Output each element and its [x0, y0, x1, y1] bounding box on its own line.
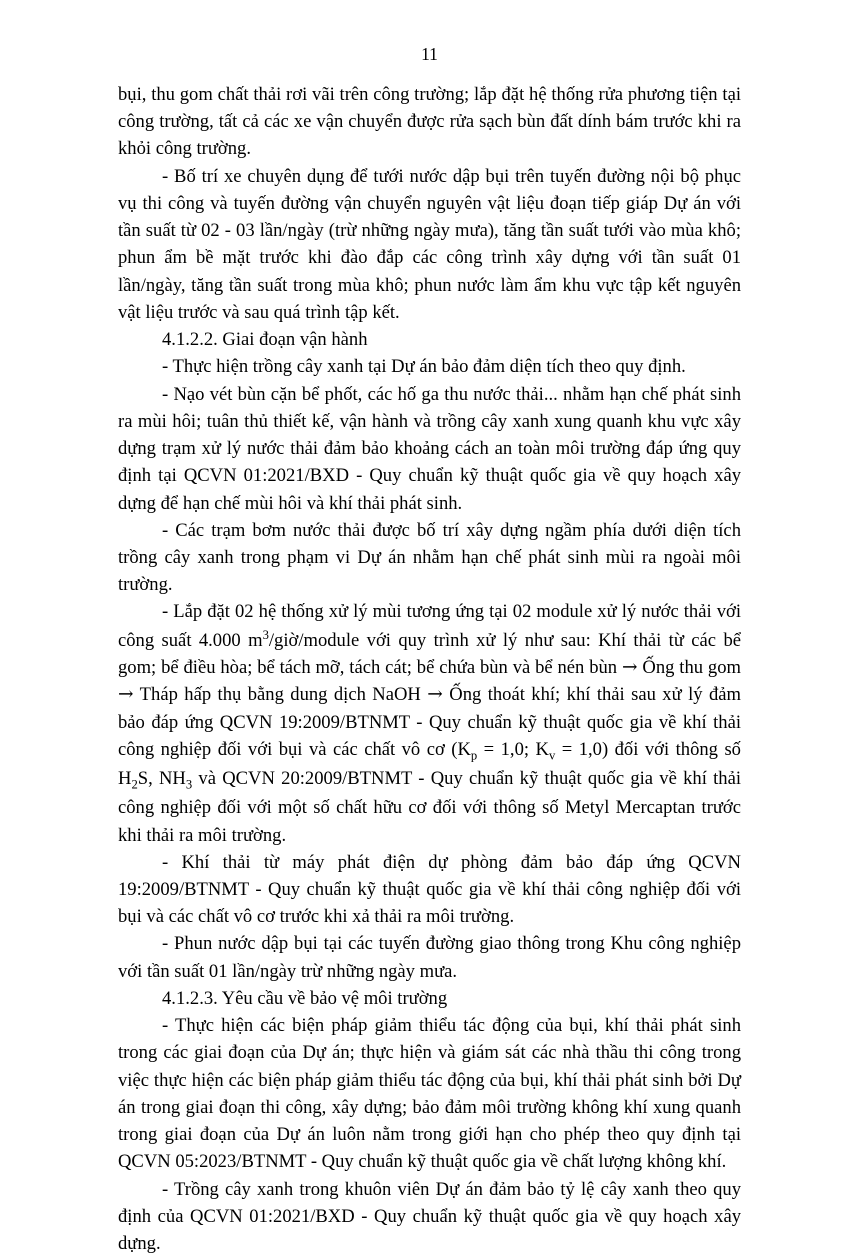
- paragraph-pump-station: - Các trạm bơm nước thải được bố trí xây dựng ngầm phía dưới diện tích trồng cây xanh trong phạm vi Dự án nhằm hạn chế phát sinh mùi ra ngoài môi trường.: [118, 519, 741, 596]
- paragraph-sludge-dredging: - Nạo vét bùn cặn bể phốt, các hố ga thu nước thải... nhằm hạn chế phát sinh ra mùi hôi; tuân thủ thiết kế, vận hành và trồng cây xanh xung quanh khu vực xây dựng trạm xử lý nước thải đảm bảo khoảng cách an toàn môi trường đáp ứng quy định tại QCVN 01:2021/BXD - Quy chuẩn kỹ thuật quốc gia về quy hoạch xây dựng để hạn chế mùi hôi và khí thải phát sinh.: [118, 383, 741, 514]
- section-heading-4-1-2-2: 4.1.2.2. Giai đoạn vận hành: [162, 329, 368, 351]
- page-number: 11: [421, 44, 438, 64]
- paragraph-road-watering: - Phun nước dập bụi tại các tuyến đường giao thông trong Khu công nghiệp với tần suất 01 lần/ngày trừ những ngày mưa.: [118, 933, 741, 982]
- section-heading-4-1-2-3: 4.1.2.3. Yêu cầu về bảo vệ môi trường: [162, 987, 448, 1009]
- paragraph-dust-control: - Bố trí xe chuyên dụng để tưới nước dập bụi trên tuyến đường nội bộ phục vụ thi công và tuyến đường vận chuyển nguyên vật liệu đoạn tiếp giáp Dự án với tần suất từ 02 - 03 lần/ngày (trừ những ngày mưa), tăng tần suất tưới vào mùa khô; phun ẩm bề mặt trước khi đào đắp các công trình xây dựng với tần suất 01 lần/ngày, tăng tần suất trong mùa khô; phun nước làm ẩm khu vực tập kết nguyên vật liệu trước và sau quá trình tập kết.: [118, 165, 741, 323]
- paragraph-continuation: bụi, thu gom chất thải rơi vãi trên công trường; lắp đặt hệ thống rửa phương tiện tại công trường, tất cả các xe vận chuyển được rửa sạch bùn đất dính bám trước khi ra khỏi công trường.: [118, 84, 741, 160]
- paragraph-tree-ratio: - Trồng cây xanh trong khuôn viên Dự án đảm bảo tỷ lệ cây xanh theo quy định của QCVN 01:2021/BXD - Quy chuẩn kỹ thuật quốc gia về quy hoạch xây dựng.: [118, 1178, 741, 1255]
- document-body: [118, 81, 741, 1257]
- paragraph-generator-emissions: - Khí thải từ máy phát điện dự phòng đảm bảo đáp ứng QCVN 19:2009/BTNMT - Quy chuẩn kỹ thuật quốc gia về khí thải công nghiệp đối với bụi và các chất vô cơ trước khi xả thải ra môi trường.: [118, 851, 741, 928]
- paragraph-green-tree: - Thực hiện trồng cây xanh tại Dự án bảo đảm diện tích theo quy định.: [162, 356, 686, 378]
- paragraph-odor-treatment: - Lắp đặt 02 hệ thống xử lý mùi tương ứng tại 02 module xử lý nước thải với công suất 4.000 $m^3/giờ$/module với quy trình xử lý như sau: Khí thải từ các bể gom; bể điều hòa; bể tách mỡ, tách cát; bể chứa bùn và bể nén bùn → Ống thu gom → Tháp hấp thụ bằng dung dịch NaOH → Ống thoát khí; khí thải sau xử lý đảm bảo đáp ứng QCVN 19:2009/BTNMT - Quy chuẩn kỹ thuật quốc gia về khí thải công nghiệp đối với bụi và các chất vô cơ ($K_p = 1,0$; $K_v = 1,0$) đối với thông số $H_2S$, $NH_3$ và QCVN 20:2009/BTNMT - Quy chuẩn kỹ thuật quốc gia về khí thải công nghiệp đối với một số chất hữu cơ đối với thông số Metyl Mercaptan trước khi thải ra môi trường.: [118, 601, 742, 846]
- paragraph-mitigation-measures: - Thực hiện các biện pháp giảm thiểu tác động của bụi, khí thải phát sinh trong các giai đoạn của Dự án; thực hiện và giám sát các nhà thầu thi công trong việc thực hiện các biện pháp giảm thiểu tác động của bụi, khí thải phát sinh bởi Dự án trong giai đoạn thi công, xây dựng; bảo đảm môi trường không khí xung quanh trong giai đoạn của Dự án luôn nằm trong giới hạn cho phép theo quy định tại QCVN 05:2023/BTNMT - Quy chuẩn kỹ thuật quốc gia về chất lượng không khí.: [118, 1015, 741, 1173]
